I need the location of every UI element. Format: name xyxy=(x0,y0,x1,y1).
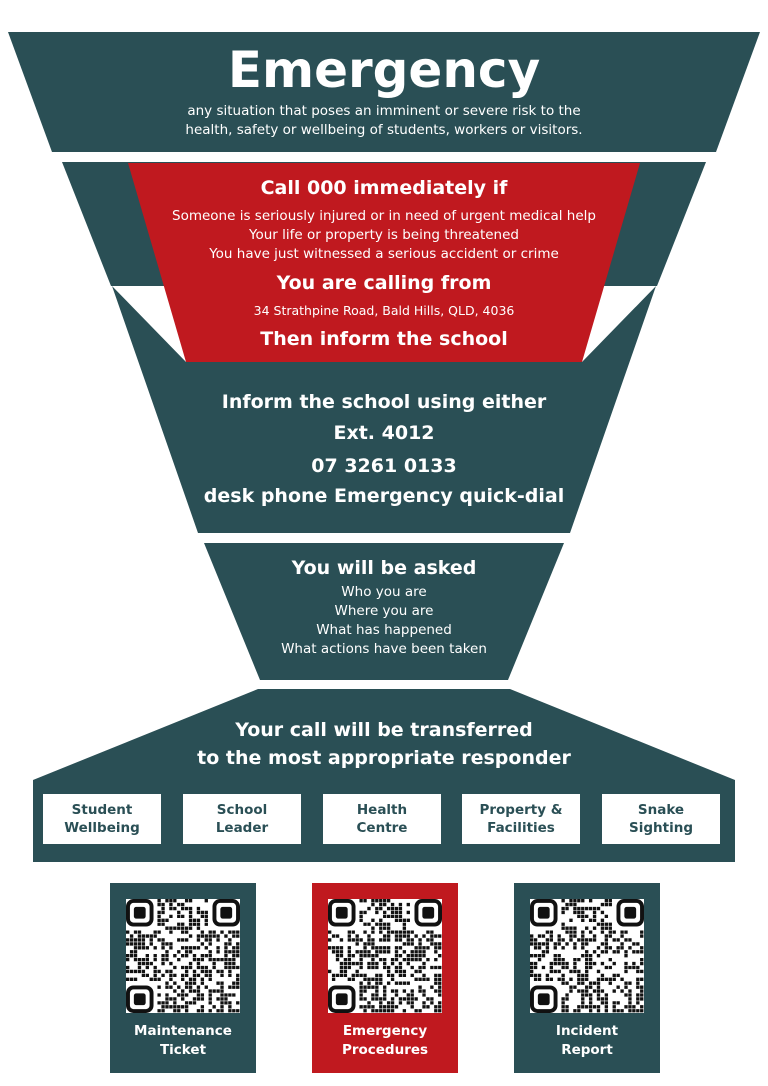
school-address: 34 Strathpine Road, Bald Hills, QLD, 4036 xyxy=(253,303,515,318)
qr-code-icon xyxy=(126,899,240,1013)
then-inform-heading: Then inform the school xyxy=(260,328,508,350)
emergency-title: Emergency xyxy=(227,41,541,99)
inform-extension: Ext. 4012 xyxy=(333,422,435,444)
asked-item: Where you are xyxy=(334,603,434,619)
qr-card-label: Emergency Procedures xyxy=(341,1023,429,1058)
qr-code-icon xyxy=(530,899,644,1013)
asked-item: What has happened xyxy=(316,622,452,638)
call-000-condition: Your life or property is being threatened xyxy=(249,227,519,243)
responder-student-wellbeing: Student Wellbeing xyxy=(43,794,161,844)
qr-card-label: Incident Report xyxy=(555,1023,619,1058)
transfer-line1: Your call will be transferred xyxy=(235,719,533,741)
asked-heading: You will be asked xyxy=(291,557,477,579)
responder-health-centre: Health Centre xyxy=(323,794,441,844)
qr-card-maintenance-ticket[interactable] xyxy=(110,883,256,1073)
qr-code-icon xyxy=(328,899,442,1013)
inform-quick-dial: desk phone Emergency quick-dial xyxy=(203,485,565,507)
asked-item: What actions have been taken xyxy=(281,641,487,657)
qr-card-emergency-procedures[interactable] xyxy=(312,883,458,1073)
call-000-heading: Call 000 immediately if xyxy=(260,177,508,199)
calling-from-heading: You are calling from xyxy=(276,272,492,294)
inform-heading: Inform the school using either xyxy=(221,391,547,413)
transfer-line2: to the most appropriate responder xyxy=(197,747,571,769)
inform-phone: 07 3261 0133 xyxy=(311,455,457,477)
responder-property-facilities: Property & Facilities xyxy=(462,794,580,844)
qr-card-label: Maintenance Ticket xyxy=(134,1023,232,1058)
emergency-definition-line2: health, safety or wellbeing of students, workers or visitors. xyxy=(185,122,583,138)
call-000-condition: Someone is seriously injured or in need of urgent medical help xyxy=(172,208,596,224)
asked-item: Who you are xyxy=(341,584,427,600)
call-000-condition: You have just witnessed a serious accident or crime xyxy=(209,246,559,262)
responder-snake-sighting: Snake Sighting xyxy=(602,794,720,844)
responder-school-leader: School Leader xyxy=(183,794,301,844)
emergency-definition-line1: any situation that poses an imminent or severe risk to the xyxy=(187,103,581,119)
qr-card-incident-report[interactable] xyxy=(514,883,660,1073)
